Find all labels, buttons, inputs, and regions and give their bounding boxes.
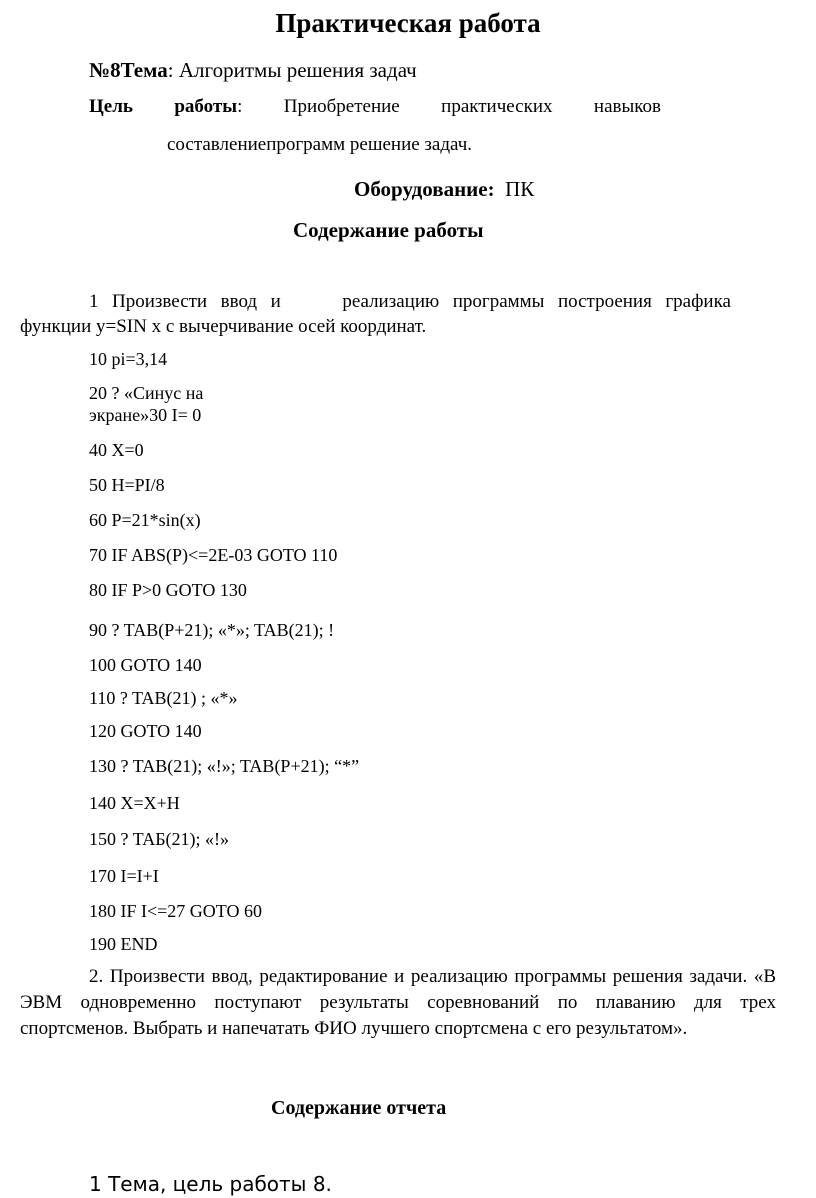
report-item: 1 Тема, цель работы 8. bbox=[89, 1172, 332, 1196]
code-line: 140 X=X+H bbox=[89, 793, 180, 813]
code-line: 190 END bbox=[89, 934, 158, 954]
task1-word: Произвести bbox=[112, 291, 208, 312]
equipment-value: ПК bbox=[505, 177, 535, 201]
goal-label-2-wrap bbox=[174, 96, 242, 118]
task1-word: и bbox=[270, 291, 281, 312]
code-line: 50 H=PI/8 bbox=[89, 475, 165, 495]
task1-line-2: функции y=SIN x с вычерчивание осей координат. bbox=[20, 316, 427, 337]
code-line: 100 GOTO 140 bbox=[89, 655, 202, 675]
code-line: 80 IF P>0 GOTO 130 bbox=[89, 580, 247, 600]
theme-line bbox=[89, 58, 417, 83]
task1-line-1 bbox=[89, 291, 731, 313]
goal-line bbox=[89, 96, 661, 118]
task1-word: построения bbox=[557, 291, 652, 312]
theme-label: №8Тема bbox=[89, 58, 168, 82]
goal-label-1: Цель bbox=[89, 96, 133, 117]
report-heading: Содержание отчета bbox=[271, 1097, 447, 1119]
task1-word: графика bbox=[665, 291, 731, 312]
code-line: 60 P=21*sin(x) bbox=[89, 510, 201, 530]
code-line: 110 ? TAB(21) ; «*» bbox=[89, 688, 238, 708]
code-line: 20 ? «Синус на bbox=[89, 383, 204, 403]
page-title: Практическая работа bbox=[275, 8, 541, 38]
task1-word: реализацию bbox=[342, 291, 440, 312]
theme-sep: : bbox=[167, 58, 174, 82]
goal-sep: : bbox=[237, 96, 243, 117]
task1-word: 1 bbox=[89, 291, 99, 312]
code-line: экране»30 I= 0 bbox=[89, 405, 202, 425]
code-line: 130 ? TAB(21); «!»; TAB(P+21); “*” bbox=[89, 756, 360, 776]
code-line: 40 X=0 bbox=[89, 440, 144, 460]
goal-word: практических bbox=[441, 96, 553, 117]
goal-word: Приобретение bbox=[283, 96, 400, 117]
content-heading: Содержание работы bbox=[293, 218, 484, 242]
code-line: 70 IF ABS(P)<=2E-03 GOTO 110 bbox=[89, 545, 338, 565]
equipment-line bbox=[354, 177, 534, 202]
task2-paragraph: 2. Произвести ввод, редактирование и реализацию программы решения задачи. «В ЭВМ одновременно поступают результаты соревнований по плаванию для трех спортсменов. Выбрать и напечатать ФИО лучшего спортсмена с его результатом». bbox=[20, 966, 776, 1039]
code-line: 180 IF I<=27 GOTO 60 bbox=[89, 901, 262, 921]
code-line: 170 I=I+I bbox=[89, 866, 159, 886]
equipment-label: Оборудование: bbox=[354, 177, 495, 201]
goal-word: навыков bbox=[593, 96, 661, 117]
task1-word: программы bbox=[452, 291, 545, 312]
code-line: 150 ? TAБ(21); «!» bbox=[89, 829, 230, 849]
code-line: 90 ? TAB(P+21); «*»; TAB(21); ! bbox=[89, 620, 335, 640]
code-line: 10 pi=3,14 bbox=[89, 349, 168, 369]
code-line: 120 GOTO 140 bbox=[89, 721, 202, 741]
theme-text: Алгоритмы решения задач bbox=[173, 58, 417, 82]
task1-word: ввод bbox=[220, 291, 258, 312]
goal-line-2: составлениепрограмм решение задач. bbox=[167, 134, 473, 155]
goal-label-2: работы bbox=[174, 96, 238, 117]
